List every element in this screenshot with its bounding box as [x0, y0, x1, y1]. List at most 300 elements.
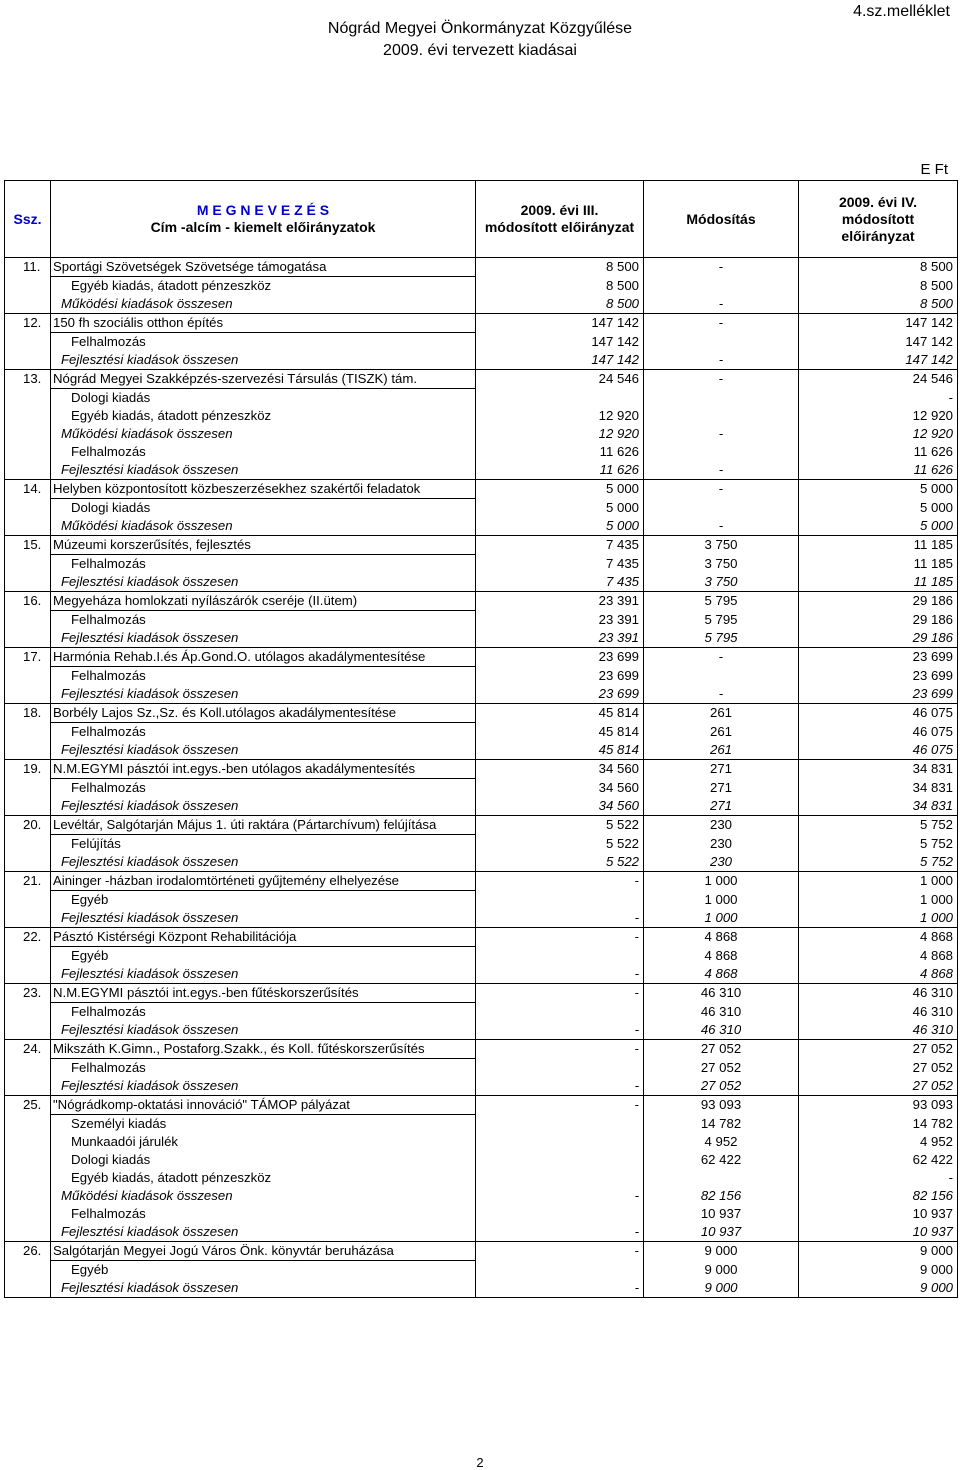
row-value-b: - [644, 370, 799, 389]
table-row [5, 1279, 958, 1298]
row-value-b [644, 389, 799, 408]
row-ssz [5, 1261, 51, 1280]
row-value-c: 11 626 [799, 461, 958, 480]
budget-table [4, 180, 958, 1298]
table-row [5, 1223, 958, 1242]
row-value-c: 11 185 [799, 555, 958, 574]
row-ssz [5, 723, 51, 742]
row-value-a: 11 626 [476, 461, 644, 480]
row-name: Dologi kiadás [51, 499, 476, 518]
row-name: Levéltár, Salgótarján Május 1. úti raktára (Pártarchívum) felújítása [51, 816, 476, 835]
row-name: Fejlesztési kiadások összesen [51, 741, 476, 760]
row-ssz [5, 891, 51, 910]
row-value-a: 7 435 [476, 573, 644, 592]
row-ssz: 18. [5, 704, 51, 723]
table-row [5, 797, 958, 816]
row-name: Felhalmozás [51, 555, 476, 574]
row-value-b: - [644, 461, 799, 480]
row-value-c: 12 920 [799, 425, 958, 443]
row-name: Helyben központosított közbeszerzésekhez szakértői feladatok [51, 480, 476, 499]
row-value-c: 46 075 [799, 723, 958, 742]
table-row [5, 333, 958, 352]
row-value-c: - [799, 1169, 958, 1187]
row-value-c: 14 782 [799, 1115, 958, 1134]
row-ssz: 19. [5, 760, 51, 779]
row-value-b: 9 000 [644, 1279, 799, 1298]
table-header-row [5, 181, 958, 258]
row-ssz [5, 1223, 51, 1242]
table-row [5, 1187, 958, 1205]
table-row [5, 1261, 958, 1280]
row-value-a: 45 814 [476, 704, 644, 723]
row-name: Borbély Lajos Sz.,Sz. és Koll.utólagos akadálymentesítése [51, 704, 476, 723]
row-value-a: 8 500 [476, 277, 644, 296]
row-value-a: 34 560 [476, 797, 644, 816]
annex-label: 4.sz.melléklet [853, 3, 950, 20]
row-name: Fejlesztési kiadások összesen [51, 1279, 476, 1298]
row-name: Felhalmozás [51, 333, 476, 352]
row-ssz [5, 1169, 51, 1187]
row-value-b: 1 000 [644, 891, 799, 910]
row-value-c: 24 546 [799, 370, 958, 389]
row-ssz [5, 909, 51, 928]
row-name: Mikszáth K.Gimn., Postaforg.Szakk., és Koll. fűtéskorszerűsítés [51, 1040, 476, 1059]
row-name: Egyéb [51, 891, 476, 910]
row-ssz [5, 425, 51, 443]
row-value-c: 27 052 [799, 1040, 958, 1059]
row-value-a: 24 546 [476, 370, 644, 389]
row-name: N.M.EGYMI pásztói int.egys.-ben utólagos akadálymentesítés [51, 760, 476, 779]
row-value-b: 10 937 [644, 1223, 799, 1242]
row-ssz [5, 1021, 51, 1040]
row-value-c: 34 831 [799, 797, 958, 816]
table-row [5, 984, 958, 1003]
row-ssz [5, 1151, 51, 1169]
row-value-b: - [644, 425, 799, 443]
row-value-c: 8 500 [799, 258, 958, 277]
table-row [5, 1040, 958, 1059]
row-value-a: 23 699 [476, 685, 644, 704]
table-row [5, 667, 958, 686]
row-ssz [5, 277, 51, 296]
row-value-b: 46 310 [644, 1003, 799, 1022]
row-value-b [644, 407, 799, 425]
unit-label: E Ft [920, 161, 948, 178]
row-value-a: 7 435 [476, 536, 644, 555]
row-value-c: 29 186 [799, 592, 958, 611]
row-value-a: - [476, 965, 644, 984]
row-value-c: 4 952 [799, 1133, 958, 1151]
row-name: Fejlesztési kiadások összesen [51, 629, 476, 648]
table-row [5, 1133, 958, 1151]
table-row [5, 816, 958, 835]
row-name: Felhalmozás [51, 667, 476, 686]
table-row [5, 1096, 958, 1115]
table-row [5, 1242, 958, 1261]
table-row [5, 947, 958, 966]
row-name: Egyéb kiadás, átadott pénzeszköz [51, 277, 476, 296]
row-value-a: 23 391 [476, 611, 644, 630]
table-row [5, 835, 958, 854]
row-value-b: 230 [644, 853, 799, 872]
table-row [5, 407, 958, 425]
row-ssz: 14. [5, 480, 51, 499]
row-value-c: 5 000 [799, 499, 958, 518]
row-name: Munkaadói járulék [51, 1133, 476, 1151]
row-ssz: 21. [5, 872, 51, 891]
row-name: Fejlesztési kiadások összesen [51, 853, 476, 872]
row-value-c: 12 920 [799, 407, 958, 425]
row-name: Működési kiadások összesen [51, 425, 476, 443]
row-value-b: - [644, 648, 799, 667]
row-value-c: 11 185 [799, 536, 958, 555]
row-value-a [476, 1169, 644, 1187]
table-row [5, 592, 958, 611]
row-name: Felhalmozás [51, 1205, 476, 1223]
table-row [5, 611, 958, 630]
row-name: Salgótarján Megyei Jogú Város Önk. könyvtár beruházása [51, 1242, 476, 1261]
row-ssz [5, 853, 51, 872]
row-value-a: - [476, 928, 644, 947]
row-name: Felhalmozás [51, 443, 476, 461]
row-ssz [5, 629, 51, 648]
row-value-c: 34 831 [799, 779, 958, 798]
row-value-b: 3 750 [644, 573, 799, 592]
row-value-c: 34 831 [799, 760, 958, 779]
row-ssz [5, 573, 51, 592]
row-value-b: 27 052 [644, 1040, 799, 1059]
table-row [5, 909, 958, 928]
row-ssz [5, 333, 51, 352]
row-value-c: 46 310 [799, 1021, 958, 1040]
row-value-a: 8 500 [476, 258, 644, 277]
row-name: Felhalmozás [51, 779, 476, 798]
row-value-b: 230 [644, 816, 799, 835]
row-name: Fejlesztési kiadások összesen [51, 965, 476, 984]
row-ssz [5, 1279, 51, 1298]
table-row [5, 1169, 958, 1187]
row-value-b: 27 052 [644, 1059, 799, 1078]
row-value-a [476, 947, 644, 966]
table-row [5, 1151, 958, 1169]
row-value-c: 23 699 [799, 685, 958, 704]
row-value-b: 82 156 [644, 1187, 799, 1205]
row-ssz [5, 685, 51, 704]
row-value-a: 45 814 [476, 741, 644, 760]
row-value-a: 23 699 [476, 667, 644, 686]
row-value-a: - [476, 909, 644, 928]
row-ssz: 11. [5, 258, 51, 277]
table-row [5, 573, 958, 592]
row-name: Felhalmozás [51, 723, 476, 742]
row-value-c: 23 699 [799, 667, 958, 686]
table-row [5, 370, 958, 389]
row-value-b: 1 000 [644, 872, 799, 891]
header-ssz: Ssz. [5, 181, 51, 258]
table-row [5, 536, 958, 555]
row-value-a: 8 500 [476, 295, 644, 314]
row-value-a: - [476, 984, 644, 1003]
row-value-b: 27 052 [644, 1077, 799, 1096]
row-value-c: 23 699 [799, 648, 958, 667]
row-value-c: 4 868 [799, 928, 958, 947]
row-value-b [644, 499, 799, 518]
row-value-a [476, 1261, 644, 1280]
row-value-b: 271 [644, 797, 799, 816]
row-value-a: 45 814 [476, 723, 644, 742]
row-value-a [476, 891, 644, 910]
row-ssz: 12. [5, 314, 51, 333]
row-value-c: 93 093 [799, 1096, 958, 1115]
row-name: Aininger -házban irodalomtörténeti gyűjtemény elhelyezése [51, 872, 476, 891]
row-value-a [476, 1115, 644, 1134]
table-row [5, 258, 958, 277]
row-name: Fejlesztési kiadások összesen [51, 351, 476, 370]
row-name: 150 fh szociális otthon építés [51, 314, 476, 333]
table-row [5, 351, 958, 370]
row-name: Sportági Szövetségek Szövetsége támogatása [51, 258, 476, 277]
row-value-a: 12 920 [476, 425, 644, 443]
row-value-c: 1 000 [799, 872, 958, 891]
row-value-c: 27 052 [799, 1077, 958, 1096]
row-value-a: - [476, 1187, 644, 1205]
header-col-c: 2009. évi IV. módosított előirányzat [799, 181, 958, 258]
row-name: Fejlesztési kiadások összesen [51, 797, 476, 816]
header-name: M E G N E V E Z É S Cím -alcím - kiemelt előirányzatok [51, 181, 476, 258]
row-value-c: 1 000 [799, 891, 958, 910]
row-value-a: 23 699 [476, 648, 644, 667]
row-ssz: 16. [5, 592, 51, 611]
row-value-a: - [476, 1040, 644, 1059]
row-ssz [5, 965, 51, 984]
table-row [5, 389, 958, 408]
row-ssz [5, 295, 51, 314]
row-value-a: 147 142 [476, 333, 644, 352]
row-value-c: 8 500 [799, 277, 958, 296]
row-value-a: 11 626 [476, 443, 644, 461]
row-ssz [5, 947, 51, 966]
row-ssz [5, 499, 51, 518]
document-title: Nógrád Megyei Önkormányzat Közgyűlése [327, 20, 633, 37]
table-row [5, 704, 958, 723]
row-name: Egyéb kiadás, átadott pénzeszköz [51, 1169, 476, 1187]
row-value-c: 9 000 [799, 1242, 958, 1261]
table-row [5, 517, 958, 536]
row-name: Felhalmozás [51, 1003, 476, 1022]
row-value-b: 93 093 [644, 1096, 799, 1115]
table-row [5, 295, 958, 314]
row-value-b: 4 868 [644, 928, 799, 947]
table-row [5, 277, 958, 296]
table-row [5, 685, 958, 704]
table-row [5, 314, 958, 333]
row-value-b: - [644, 685, 799, 704]
row-ssz [5, 1205, 51, 1223]
row-value-b: - [644, 258, 799, 277]
row-value-b: - [644, 517, 799, 536]
row-name: Működési kiadások összesen [51, 517, 476, 536]
row-value-b: 230 [644, 835, 799, 854]
row-name: "Nógrádkomp-oktatási innováció" TÁMOP pályázat [51, 1096, 476, 1115]
row-ssz [5, 1115, 51, 1134]
row-name: Fejlesztési kiadások összesen [51, 1223, 476, 1242]
row-name: Fejlesztési kiadások összesen [51, 573, 476, 592]
row-value-c: 1 000 [799, 909, 958, 928]
row-ssz [5, 667, 51, 686]
page-number: 2 [476, 1455, 484, 1470]
table-row [5, 741, 958, 760]
row-value-b: - [644, 314, 799, 333]
row-name: Fejlesztési kiadások összesen [51, 909, 476, 928]
row-value-b: 261 [644, 704, 799, 723]
table-row [5, 555, 958, 574]
row-value-a [476, 1003, 644, 1022]
row-ssz: 13. [5, 370, 51, 389]
row-value-a [476, 1151, 644, 1169]
row-ssz: 25. [5, 1096, 51, 1115]
row-value-b: 9 000 [644, 1261, 799, 1280]
table-row [5, 891, 958, 910]
row-value-c: 9 000 [799, 1279, 958, 1298]
table-body [5, 258, 958, 1298]
row-value-b: 261 [644, 723, 799, 742]
row-value-c: 27 052 [799, 1059, 958, 1078]
row-value-b: 3 750 [644, 536, 799, 555]
row-value-a: 5 522 [476, 835, 644, 854]
row-value-b: - [644, 480, 799, 499]
row-value-c: 46 075 [799, 741, 958, 760]
row-value-a: 23 391 [476, 629, 644, 648]
row-value-c: 62 422 [799, 1151, 958, 1169]
header-col-b: Módosítás [644, 181, 799, 258]
row-value-c: 11 626 [799, 443, 958, 461]
table-row [5, 461, 958, 480]
row-name: Felhalmozás [51, 1059, 476, 1078]
row-value-b: 1 000 [644, 909, 799, 928]
row-value-b: 4 868 [644, 947, 799, 966]
table-row [5, 648, 958, 667]
row-value-a: - [476, 1096, 644, 1115]
row-value-b: 4 952 [644, 1133, 799, 1151]
table-row [5, 1059, 958, 1078]
row-value-c: 46 075 [799, 704, 958, 723]
row-value-c: 8 500 [799, 295, 958, 314]
row-name: Személyi kiadás [51, 1115, 476, 1134]
row-value-a [476, 1059, 644, 1078]
row-value-c: 9 000 [799, 1261, 958, 1280]
row-value-b: 4 868 [644, 965, 799, 984]
table-row [5, 443, 958, 461]
row-name: Pásztó Kistérségi Központ Rehabilitációja [51, 928, 476, 947]
table-row [5, 480, 958, 499]
row-name: Fejlesztési kiadások összesen [51, 685, 476, 704]
row-value-c: - [799, 389, 958, 408]
row-value-a: 34 560 [476, 779, 644, 798]
row-value-c: 82 156 [799, 1187, 958, 1205]
row-value-a: - [476, 872, 644, 891]
row-value-c: 4 868 [799, 965, 958, 984]
row-value-b: 9 000 [644, 1242, 799, 1261]
row-value-b: 3 750 [644, 555, 799, 574]
table-row [5, 723, 958, 742]
document-subtitle: 2009. évi tervezett kiadásai [383, 42, 577, 59]
row-ssz [5, 779, 51, 798]
row-value-b [644, 443, 799, 461]
row-ssz: 26. [5, 1242, 51, 1261]
table-row [5, 760, 958, 779]
row-name: Felhalmozás [51, 611, 476, 630]
row-ssz [5, 443, 51, 461]
row-ssz [5, 835, 51, 854]
row-value-b: 5 795 [644, 629, 799, 648]
row-value-a: 147 142 [476, 351, 644, 370]
row-value-c: 4 868 [799, 947, 958, 966]
header-col-a: 2009. évi III. módosított előirányzat [476, 181, 644, 258]
row-value-b: 46 310 [644, 984, 799, 1003]
row-value-a: - [476, 1021, 644, 1040]
row-ssz [5, 741, 51, 760]
row-ssz [5, 1077, 51, 1096]
row-ssz: 23. [5, 984, 51, 1003]
row-value-c: 29 186 [799, 629, 958, 648]
row-value-b [644, 277, 799, 296]
row-ssz [5, 1003, 51, 1022]
row-ssz [5, 611, 51, 630]
table-row [5, 425, 958, 443]
row-ssz [5, 517, 51, 536]
table-row [5, 872, 958, 891]
row-value-b: 261 [644, 741, 799, 760]
row-value-a: 5 522 [476, 853, 644, 872]
row-value-a: - [476, 1077, 644, 1096]
row-value-a [476, 1205, 644, 1223]
row-ssz [5, 1059, 51, 1078]
row-name: Dologi kiadás [51, 1151, 476, 1169]
table-row [5, 1077, 958, 1096]
row-ssz: 24. [5, 1040, 51, 1059]
table-row [5, 779, 958, 798]
row-value-c: 5 000 [799, 480, 958, 499]
row-ssz [5, 797, 51, 816]
row-name: Fejlesztési kiadások összesen [51, 1077, 476, 1096]
row-value-c: 10 937 [799, 1205, 958, 1223]
row-value-a [476, 389, 644, 408]
row-name: Működési kiadások összesen [51, 295, 476, 314]
row-value-a: 23 391 [476, 592, 644, 611]
row-value-b: 46 310 [644, 1021, 799, 1040]
row-name: Dologi kiadás [51, 389, 476, 408]
row-value-c: 11 185 [799, 573, 958, 592]
row-name: Múzeumi korszerűsítés, fejlesztés [51, 536, 476, 555]
row-value-b: 271 [644, 779, 799, 798]
row-value-c: 29 186 [799, 611, 958, 630]
row-value-c: 46 310 [799, 1003, 958, 1022]
row-ssz: 22. [5, 928, 51, 947]
table-row [5, 1021, 958, 1040]
row-value-a: - [476, 1223, 644, 1242]
row-ssz [5, 555, 51, 574]
row-value-c: 5 000 [799, 517, 958, 536]
row-ssz: 15. [5, 536, 51, 555]
row-value-a: 5 000 [476, 517, 644, 536]
table-row [5, 1003, 958, 1022]
row-name: Fejlesztési kiadások összesen [51, 1021, 476, 1040]
row-value-c: 5 752 [799, 853, 958, 872]
row-value-b [644, 1169, 799, 1187]
row-value-c: 147 142 [799, 351, 958, 370]
row-name: Egyéb kiadás, átadott pénzeszköz [51, 407, 476, 425]
row-name: Működési kiadások összesen [51, 1187, 476, 1205]
